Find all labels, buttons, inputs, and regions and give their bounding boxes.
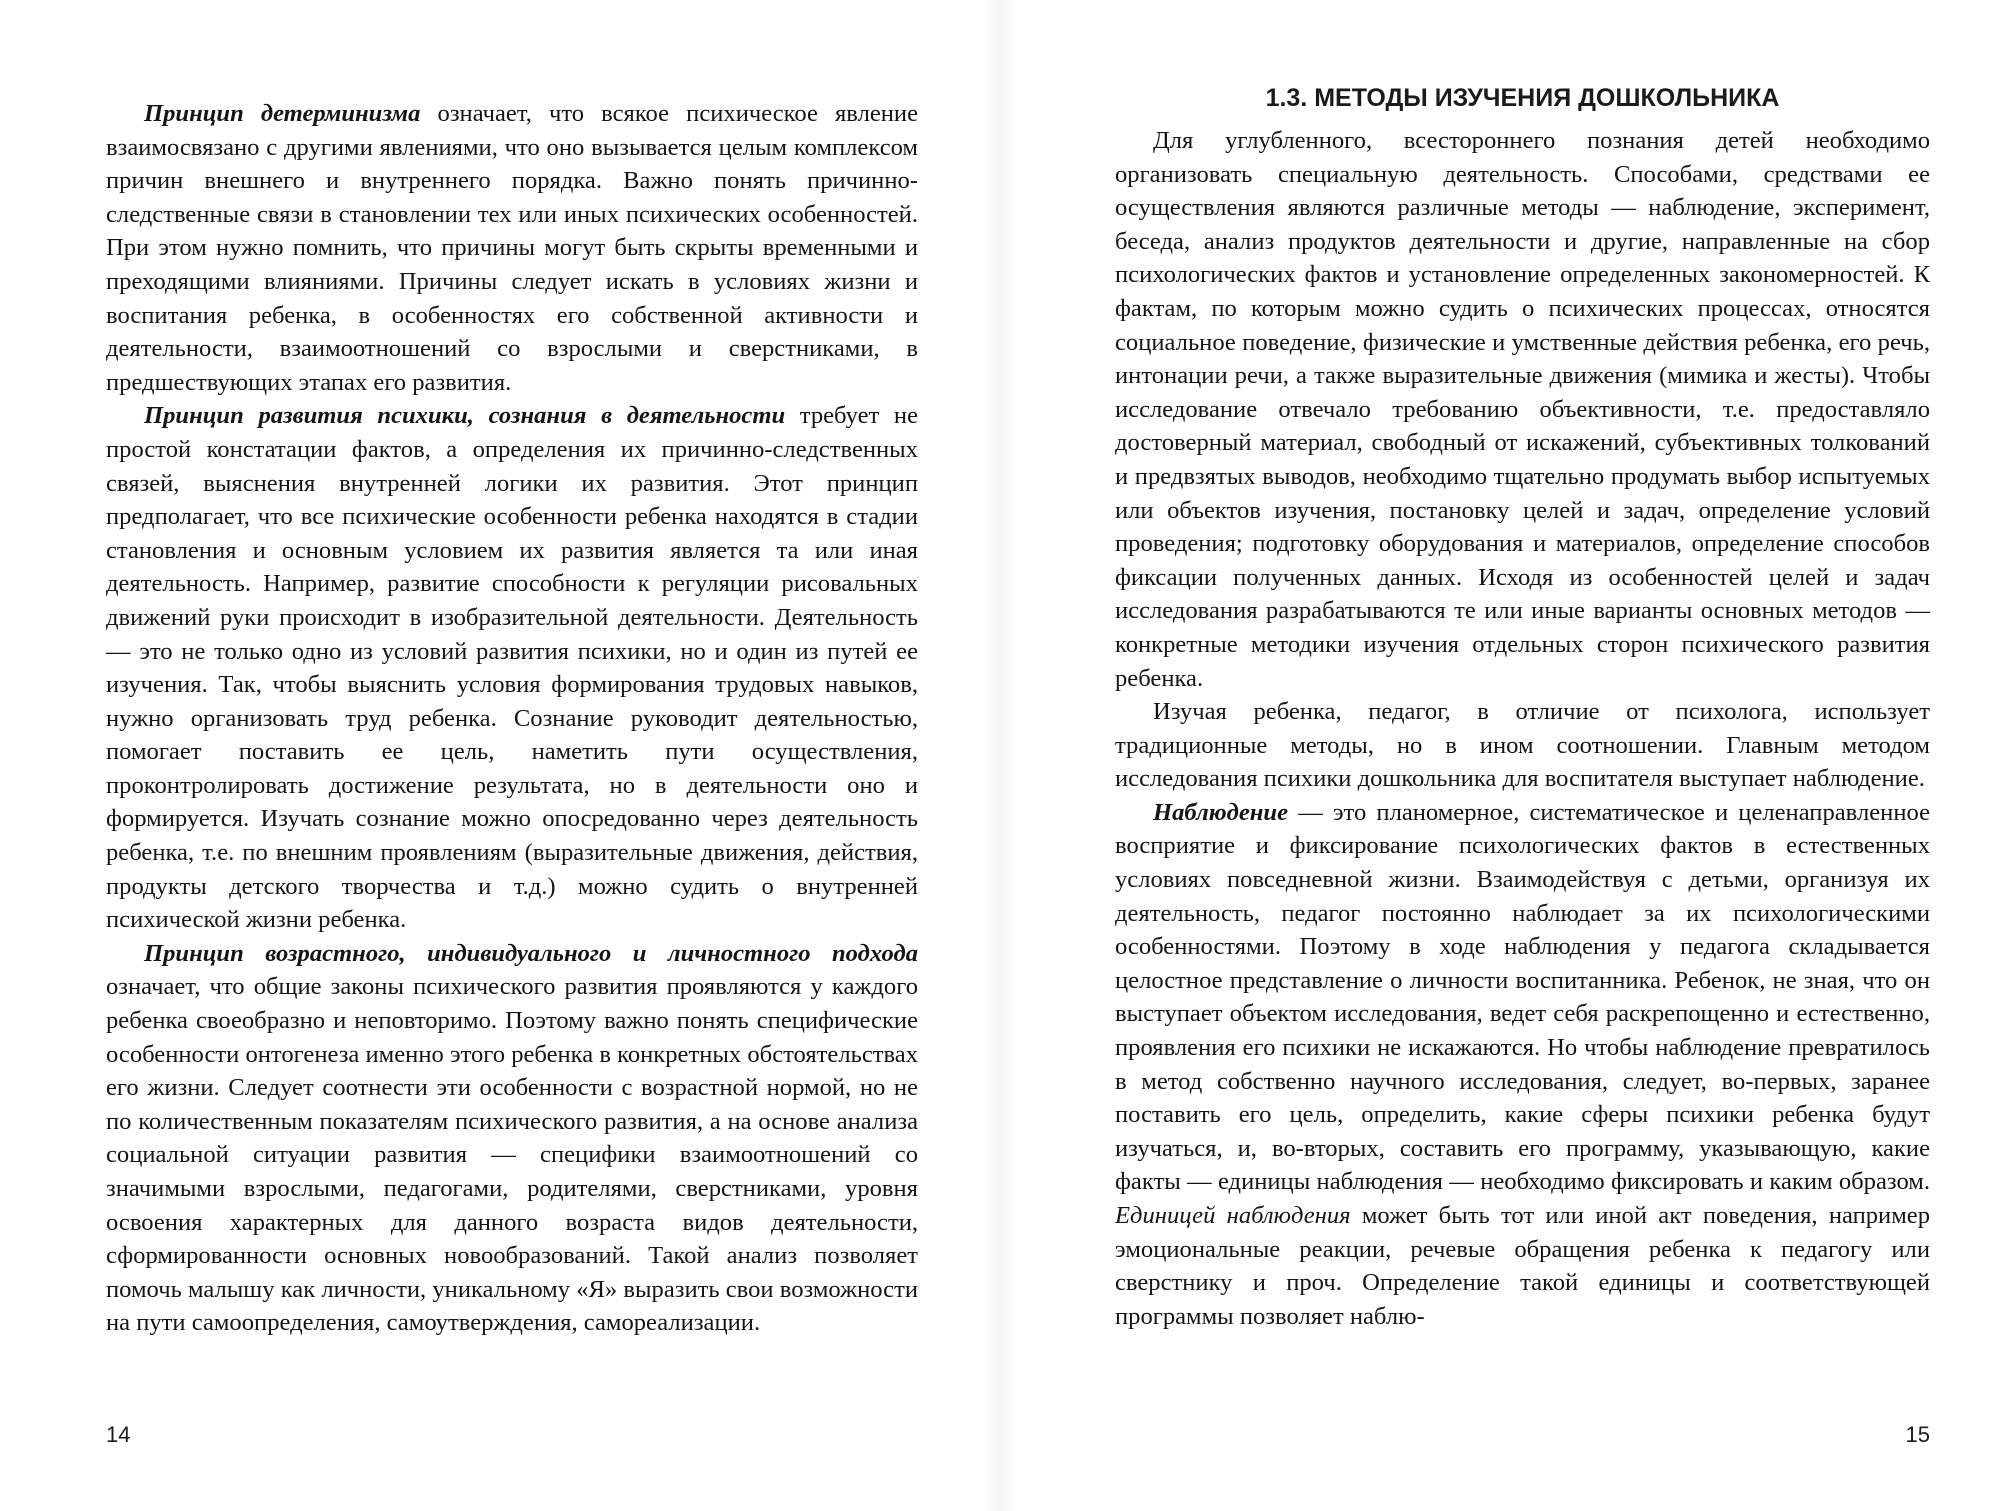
page-number-left: 14 [106, 1422, 131, 1447]
paragraph-text: может быть тот или иной акт поведения, например эмоциональные реакции, речевые обращения ребенка к педагогу или сверстнику и проч. Определение такой единицы и соответствующей программы позволяет наблю- [1115, 1202, 1930, 1330]
paragraph-determinism [106, 97, 918, 399]
paragraph-text: — это планомерное, систематическое и целенаправленное восприятие и фиксирование психологических фактов в естественных условиях повседневной жизни. Взаимодействуя с детьми, организуя их деятельность, педагог постоянно наблюдает за их психологическими особенностями. Поэтому в ходе наблюдения у педагога складывается целостное представление о личности воспитанника. Ребенок, не зная, что он выступает объектом исследования, ведет себя раскрепощенно и естественно, проявления его психики не искажаются. Но чтобы наблюдение превратилось в метод собственно научного исследования, следует, во-первых, заранее поставить его цель, определить, какие сферы психики ребенка будут изучаться, и, во-вторых, составить его программу, указывающую, какие факты — единицы наблюдения — необходимо фиксировать и каким образом. [1115, 798, 1930, 1196]
term-observation: Наблюдение [1153, 798, 1289, 826]
paragraph-text: Для углубленного, всестороннего познания детей необходимо организовать специальную деятельность. Способами, средствами ее осуществления являются различные методы — наблюдение, эксперимент, беседа, анализ продуктов деятельности и другие, направленные на сбор психологических фактов и установление определенных закономерностей. К фактам, по которым можно судить о психических процессах, относятся социальное поведение, физические и умственные действия ребенка, его речь, интонации речи, а также выразительные движения (мимика и жесты). Чтобы исследование отвечало требованию объективности, т.е. предоставляло достоверный материал, свободный от искажений, субъективных толкований и предвзятых выводов, необходимо тщательно продумать выбор испытуемых или объектов изучения, постановку целей и задач, определение условий проведения; подготовку оборудования и материалов, определение способов фиксации полученных данных. Исходя из особенностей целей и задач исследования разрабатываются те или иные варианты основных методов — конкретные методики изучения отдельных сторон психического развития ребенка. [1115, 127, 1930, 692]
paragraph-text: означает, что общие законы психического развития проявляются у каждого ребенка своеобразно и неповторимо. Поэтому важно понять специфические особенности онтогенеза именно этого ребенка в конкретных обстоятельствах его жизни. Следует соотнести эти особенности с возрастной нормой, но не по количественным показателям психического развития, а на основе анализа социальной ситуации развития — специфики взаимоотношений со значимыми взрослыми, педагогами, родителями, сверстниками, уровня освоения характерных для данного возраста видов деятельности, сформированности основных новообразований. Такой анализ позволяет помочь малышу как личности, уникальному «Я» выразить свои возможности на пути самоопределения, самоутверждения, самореализации. [106, 973, 918, 1337]
paragraph-text: означает, что всякое психическое явление взаимосвязано с другими явлениями, что оно вызывается целым комплексом причин внешнего и внутреннего порядка. Важно понять причинно-следственные связи в становлении тех или иных психических особенностей. При этом нужно помнить, что причины могут быть скрыты временными и преходящими влияниями. Причины следует искать в условиях жизни и воспитания ребенка, в особенностях его собственной активности и деятельности, взаимоотношений со взрослыми и сверстниками, в предшествующих этапах его развития. [106, 100, 918, 396]
paragraph-development-in-activity [106, 399, 918, 937]
term-observation-unit: Единицей наблюдения [1115, 1202, 1351, 1229]
paragraph-text: Изучая ребенка, педагог, в отличие от психолога, использует традиционные методы, но в ином соотношении. Главным методом исследования психики дошкольника для воспитателя выступает наблюдение. [1115, 698, 1930, 793]
right-page-text [1115, 124, 1930, 1333]
term-age-individual-approach: Принцип возрастного, индивидуального и личностного подхода [144, 939, 918, 967]
page-number-right: 15 [1905, 1422, 1930, 1447]
paragraph-age-individual-approach [106, 937, 918, 1340]
section-heading: 1.3. МЕТОДЫ ИЗУЧЕНИЯ ДОШКОЛЬНИКА [1265, 84, 1780, 112]
paragraph-methods-intro [1115, 124, 1930, 695]
right-page [1000, 0, 2000, 1511]
paragraph-teacher-methods [1115, 695, 1930, 796]
term-development-in-activity: Принцип развития психики, сознания в деятельности [144, 402, 786, 430]
left-page-text [106, 97, 918, 1340]
term-determinism: Принцип детерминизма [144, 100, 421, 127]
paragraph-text: требует не простой констатации фактов, а определения их причинно-следственных связей, выяснения внутренней логики их развития. Этот принцип предполагает, что все психические особенности ребенка находятся в стадии становления и основным условием их развития является та или иная деятельность. Например, развитие способности к регуляции рисовальных движений руки происходит в изобразительной деятельности. Деятельность — это не только одно из условий развития психики, но и один из путей ее изучения. Так, чтобы выяснить условия формирования трудовых навыков, нужно организовать труд ребенка. Сознание руководит деятельностью, помогает поставить ее цель, наметить пути осуществления, проконтролировать достижение результата, но в деятельности оно и формируется. Изучать сознание можно опосредованно через деятельность ребенка, т.е. по внешним проявлениям (выразительные движения, действия, продукты детского творчества и т.д.) можно судить о внутренней психической жизни ребенка. [106, 402, 918, 934]
paragraph-observation [1115, 796, 1930, 1334]
